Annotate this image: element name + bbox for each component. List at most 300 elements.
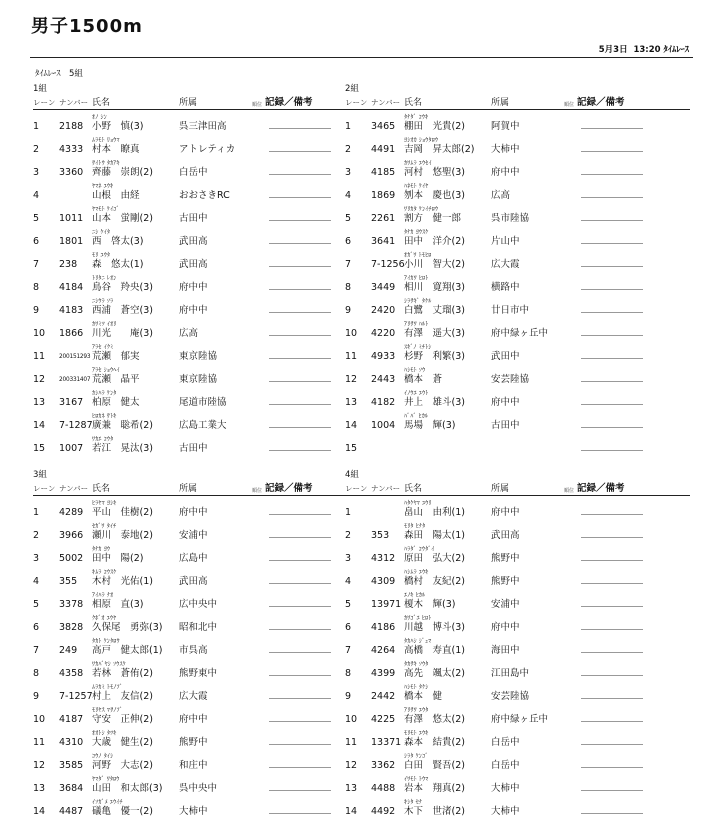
athlete-name: 川越 博斗(3) <box>404 622 465 633</box>
record-blank-line <box>581 503 643 515</box>
name-kana: ﾊﾈﾓﾄ ｹｲﾔ <box>404 183 429 190</box>
col-header-number: ナンバー <box>371 484 401 493</box>
record-blank-line <box>581 618 643 630</box>
team-name: 武田高 <box>179 576 208 587</box>
record-cell <box>265 615 345 634</box>
lane-number: 5 <box>33 599 40 610</box>
entry-row <box>33 156 345 179</box>
record-cell <box>577 592 690 611</box>
lane-number: 3 <box>345 553 352 564</box>
athlete-name: 有澤 悠太(2) <box>404 714 465 725</box>
team-name: 安芸陸協 <box>491 691 530 702</box>
bib-number: 5002 <box>59 553 84 564</box>
record-blank-line <box>581 710 643 722</box>
col-header-rank: 順位 <box>564 102 575 108</box>
record-blank-line <box>581 393 643 405</box>
name-kana: ﾋﾛｶﾈ ｻﾄｷ <box>92 413 117 420</box>
name-cell <box>92 298 179 317</box>
col-header-lane: レーン <box>33 98 56 107</box>
lane-number: 1 <box>345 121 352 132</box>
entry-row <box>345 225 690 248</box>
athlete-name: 森 悠太(1) <box>92 259 144 270</box>
team-name: 白岳中 <box>491 737 520 748</box>
col-header-rank: 順位 <box>564 488 575 494</box>
team-name: 熊野中 <box>491 576 520 587</box>
name-cell <box>92 206 179 225</box>
lane-number: 6 <box>345 622 352 633</box>
name-cell <box>92 546 179 565</box>
lane-number: 10 <box>33 714 46 725</box>
lane-number: 9 <box>345 691 352 702</box>
entry-row <box>345 133 690 156</box>
team-name: 武田中 <box>491 351 520 362</box>
entry-row <box>33 110 345 133</box>
athlete-name: 荒瀬 晶平 <box>92 374 140 385</box>
name-cell <box>404 413 491 432</box>
name-cell <box>404 776 491 795</box>
entry-row <box>33 542 345 565</box>
athlete-name: 高先 颯太(2) <box>404 668 465 679</box>
lane-number: 12 <box>345 374 358 385</box>
lane-number: 6 <box>33 236 40 247</box>
name-cell <box>92 799 179 818</box>
team-name: 武田高 <box>491 530 520 541</box>
lane-number: 8 <box>345 668 352 679</box>
record-blank-line <box>581 301 643 313</box>
group-label: 3組 <box>33 470 47 480</box>
bib-number: 3362 <box>371 760 396 771</box>
name-cell <box>92 684 179 703</box>
name-cell <box>404 523 491 542</box>
name-cell <box>92 229 179 248</box>
name-cell <box>92 137 179 156</box>
athlete-name: 白鷺 丈瑠(3) <box>404 305 465 316</box>
entry-row <box>345 542 690 565</box>
record-cell <box>577 569 690 588</box>
entry-row <box>345 519 690 542</box>
team-name: 府中中 <box>491 397 520 408</box>
record-blank-line <box>269 595 331 607</box>
lane-number: 5 <box>345 599 352 610</box>
name-kana: ｽｷﾞﾉ ﾐﾁﾄｼ <box>404 344 432 351</box>
record-blank-line <box>269 526 331 538</box>
name-cell <box>92 183 179 202</box>
col-header-rank: 順位 <box>252 488 263 494</box>
name-cell <box>92 413 179 432</box>
name-kana: ｾｶﾞﾜ ﾀｲﾁ <box>92 523 117 530</box>
record-blank-line <box>581 416 643 428</box>
entry-row <box>33 225 345 248</box>
bib-number: 13971 <box>371 599 402 610</box>
lane-number: 2 <box>33 530 40 541</box>
lane-number: 14 <box>345 420 358 431</box>
athlete-name: 有澤 遥大(3) <box>404 328 465 339</box>
record-cell <box>265 252 345 271</box>
team-name: 安浦中 <box>179 530 208 541</box>
name-cell <box>92 436 179 455</box>
entry-row <box>33 340 345 363</box>
name-cell <box>404 183 491 202</box>
name-cell <box>404 160 491 179</box>
record-cell <box>265 707 345 726</box>
record-blank-line <box>269 347 331 359</box>
entry-row <box>345 657 690 680</box>
record-cell <box>265 206 345 225</box>
col-header-lane: レーン <box>345 484 368 493</box>
athlete-name: 礒亀 優一(2) <box>92 806 153 817</box>
team-name: 府中中 <box>491 507 520 518</box>
entry-row <box>345 386 690 409</box>
name-cell <box>92 776 179 795</box>
lane-number: 8 <box>33 282 40 293</box>
name-cell <box>404 344 491 363</box>
name-kana: ﾔﾏﾓﾄ ｹｲｺﾞ <box>92 206 120 213</box>
bib-number: 355 <box>59 576 78 587</box>
team-name: 府中緑ヶ丘中 <box>491 714 549 725</box>
entry-row <box>33 202 345 225</box>
name-kana: ｱｲｶﾜ ﾋﾛﾄ <box>404 275 429 282</box>
athlete-name: 森田 陽太(1) <box>404 530 465 541</box>
team-name: 武田高 <box>179 259 208 270</box>
entry-row <box>345 317 690 340</box>
entry-row <box>33 432 345 455</box>
bib-number: 3966 <box>59 530 84 541</box>
name-cell <box>404 707 491 726</box>
record-cell <box>265 344 345 363</box>
bib-number: 4225 <box>371 714 396 725</box>
record-blank-line <box>581 802 643 814</box>
bib-number: 3465 <box>371 121 396 132</box>
name-cell <box>92 523 179 542</box>
record-cell <box>265 390 345 409</box>
name-cell <box>404 592 491 611</box>
record-cell <box>577 344 690 363</box>
lane-number: 8 <box>345 282 352 293</box>
team-name: 府中中 <box>179 305 208 316</box>
entry-row <box>345 634 690 657</box>
record-cell <box>577 206 690 225</box>
record-blank-line <box>581 733 643 745</box>
name-kana: ﾊﾞﾊﾞ ﾋｶﾙ <box>404 413 429 420</box>
lane-number: 13 <box>33 397 46 408</box>
athlete-name: 橋本 蒼 <box>404 374 443 385</box>
lane-number: 11 <box>345 737 358 748</box>
athlete-name: 鳥谷 羚央(3) <box>92 282 153 293</box>
athlete-name: 吉岡 昇太郎(2) <box>404 144 475 155</box>
bib-number: 4487 <box>59 806 84 817</box>
team-name: 武田高 <box>179 236 208 247</box>
group-header-row <box>33 95 345 110</box>
record-blank-line <box>269 549 331 561</box>
group-label: 1組 <box>33 84 47 94</box>
lane-number: 10 <box>345 328 358 339</box>
team-name: 江田島中 <box>491 668 530 679</box>
header-rule <box>30 57 693 58</box>
name-cell <box>92 390 179 409</box>
group-header-row <box>345 95 690 110</box>
col-header-lane: レーン <box>33 484 56 493</box>
name-kana: ｷｼﾀ ｾﾅ <box>404 799 423 806</box>
bib-number: 1801 <box>59 236 84 247</box>
athlete-name: 西浦 蒼空(3) <box>92 305 153 316</box>
name-kana: ﾊﾀｹﾔﾏ ﾕｳﾘ <box>404 500 432 507</box>
team-name: 白岳中 <box>179 167 208 178</box>
athlete-name: 小川 智大(2) <box>404 259 465 270</box>
record-blank-line <box>269 232 331 244</box>
team-name: 大柿中 <box>491 806 520 817</box>
bib-number: 200331407 <box>59 377 91 383</box>
team-name: 府中中 <box>179 282 208 293</box>
record-blank-line <box>581 779 643 791</box>
athlete-name: 小野 慎(3) <box>92 121 144 132</box>
athlete-name: 棚田 光貴(2) <box>404 121 465 132</box>
team-name: 東京陸協 <box>179 374 218 385</box>
record-blank-line <box>269 756 331 768</box>
record-blank-line <box>269 802 331 814</box>
entry-row <box>345 772 690 795</box>
name-kana: ｵｵﾄｼ ﾀﾂｷ <box>92 730 117 737</box>
record-cell <box>577 413 690 432</box>
lane-number: 12 <box>33 760 46 771</box>
col-header-lane: レーン <box>345 98 368 107</box>
record-blank-line <box>581 664 643 676</box>
lane-number: 4 <box>33 576 40 587</box>
team-name: 広中央中 <box>179 599 218 610</box>
athlete-name: 相原 直(3) <box>92 599 144 610</box>
athlete-name: 畠山 由利(1) <box>404 507 465 518</box>
bib-number: 238 <box>59 259 78 270</box>
record-cell <box>265 799 345 818</box>
group-block <box>33 470 345 818</box>
record-blank-line <box>269 117 331 129</box>
bib-number: 4399 <box>371 668 396 679</box>
lane-number: 1 <box>33 507 40 518</box>
record-cell <box>577 183 690 202</box>
name-kana: ｼﾗﾀ ｹﾝｺﾞ <box>404 753 429 760</box>
race-datetime: 5月3日 13:20 ﾀｲﾑﾚｰｽ <box>598 45 689 55</box>
record-blank-line <box>269 324 331 336</box>
entry-row <box>33 294 345 317</box>
entry-row <box>345 432 690 455</box>
name-cell <box>404 799 491 818</box>
team-name: 広大霞 <box>179 691 208 702</box>
bib-number: 4220 <box>371 328 396 339</box>
bib-number: 3449 <box>371 282 396 293</box>
entry-row <box>33 565 345 588</box>
name-cell <box>92 753 179 772</box>
col-header-record: 記録／備考 <box>265 97 313 108</box>
entry-row <box>33 657 345 680</box>
record-cell <box>265 298 345 317</box>
record-blank-line <box>269 439 331 451</box>
name-kana: ﾊﾗﾀﾞ ｺｳﾀﾞｲ <box>404 546 435 553</box>
name-kana: ｱﾗｾ ｼｮｳﾍｲ <box>92 367 120 374</box>
entry-row <box>345 340 690 363</box>
record-cell <box>577 229 690 248</box>
entry-row <box>33 749 345 772</box>
col-header-name: 氏名 <box>92 98 111 108</box>
bib-number: 4358 <box>59 668 84 679</box>
name-cell <box>404 367 491 386</box>
lane-number: 3 <box>33 167 40 178</box>
record-blank-line <box>581 370 643 382</box>
name-kana: ｱﾘｻﾜ ﾊﾙﾄ <box>404 321 429 328</box>
entry-row <box>345 409 690 432</box>
record-cell <box>577 500 690 519</box>
record-blank-line <box>269 503 331 515</box>
team-name: 阿賀中 <box>491 121 520 132</box>
lane-number: 7 <box>345 645 352 656</box>
athlete-name: 白田 賢吾(2) <box>404 760 465 771</box>
athlete-name: 河野 大志(2) <box>92 760 153 771</box>
col-header-name: 氏名 <box>404 98 423 108</box>
athlete-name: 久保尾 勇弥(3) <box>92 622 163 633</box>
page-title: 男子1500m <box>31 16 143 37</box>
athlete-name: 刎本 慶也(3) <box>404 190 465 201</box>
entry-row <box>33 772 345 795</box>
team-name: 府中中 <box>179 507 208 518</box>
name-cell <box>92 638 179 657</box>
name-kana: ｱﾘｻﾜ ﾕｳﾀ <box>404 707 429 714</box>
col-header-record: 記録／備考 <box>577 483 625 494</box>
name-kana: ﾀﾅｶ ﾖｳ <box>92 546 111 553</box>
name-kana: ｱｲﾊﾗ ﾅｵ <box>92 592 114 599</box>
bib-number: 3167 <box>59 397 84 408</box>
record-cell <box>265 684 345 703</box>
team-name: 府中中 <box>179 714 208 725</box>
lane-number: 6 <box>33 622 40 633</box>
lane-number: 11 <box>345 351 358 362</box>
name-kana: ﾔﾏﾈ ﾕｳｷ <box>92 183 114 190</box>
lane-number: 15 <box>345 443 358 454</box>
athlete-name: 相川 寛翔(3) <box>404 282 465 293</box>
record-blank-line <box>269 733 331 745</box>
team-name: アトレティカ <box>179 144 236 155</box>
record-blank-line <box>269 301 331 313</box>
bib-number: 4289 <box>59 507 84 518</box>
team-name: 片山中 <box>491 236 520 247</box>
name-kana: ﾆｼ ｹｲﾀ <box>92 229 111 236</box>
name-cell <box>92 592 179 611</box>
lane-number: 9 <box>33 305 40 316</box>
record-cell <box>265 367 345 386</box>
athlete-name: 山田 和太郎(3) <box>92 783 163 794</box>
col-header-team: 所属 <box>491 98 510 108</box>
name-kana: ｲﾉｳｴ ﾕｳﾄ <box>404 390 429 397</box>
name-kana: ｶﾜﾐﾂ ｲｵﾘ <box>92 321 117 328</box>
team-name: 古田中 <box>179 213 208 224</box>
entry-row <box>33 726 345 749</box>
bib-number: 4182 <box>371 397 396 408</box>
record-blank-line <box>269 186 331 198</box>
record-blank-line <box>581 641 643 653</box>
record-blank-line <box>269 163 331 175</box>
group-block <box>345 84 690 455</box>
bib-number: 4310 <box>59 737 84 748</box>
team-name: 昭和北中 <box>179 622 218 633</box>
group-label: 4組 <box>345 470 359 480</box>
name-cell <box>404 615 491 634</box>
name-cell <box>404 546 491 565</box>
record-cell <box>577 367 690 386</box>
record-cell <box>577 114 690 133</box>
entry-row <box>345 202 690 225</box>
group-header-row <box>345 481 690 496</box>
team-name: 呉三津田高 <box>179 121 227 132</box>
name-cell <box>92 707 179 726</box>
name-kana: ｵﾉ ｼﾝ <box>92 114 107 121</box>
record-cell <box>577 436 690 455</box>
name-cell <box>92 730 179 749</box>
entry-row <box>33 611 345 634</box>
bib-number: 7-1256 <box>371 259 405 270</box>
record-cell <box>577 615 690 634</box>
groups-grid <box>33 84 690 818</box>
entry-row <box>345 271 690 294</box>
record-cell <box>577 252 690 271</box>
athlete-name: 岩本 翔真(2) <box>404 783 465 794</box>
col-header-team: 所属 <box>179 98 198 108</box>
lane-number: 11 <box>33 351 46 362</box>
team-name: 安浦中 <box>491 599 520 610</box>
team-name: 呉市陸協 <box>491 213 530 224</box>
athlete-name: 高橋 寿直(1) <box>404 645 465 656</box>
name-cell <box>92 500 179 519</box>
record-blank-line <box>581 117 643 129</box>
record-blank-line <box>269 572 331 584</box>
team-name: 和庄中 <box>179 760 208 771</box>
bib-number: 4184 <box>59 282 84 293</box>
name-cell <box>404 638 491 657</box>
col-header-number: ナンバー <box>371 98 401 107</box>
bib-number: 1011 <box>59 213 84 224</box>
lane-number: 1 <box>33 121 40 132</box>
lane-number: 14 <box>33 420 46 431</box>
bib-number: 200151293 <box>59 354 91 360</box>
bib-number: 3585 <box>59 760 84 771</box>
record-cell <box>577 776 690 795</box>
athlete-name: 木村 光佑(1) <box>92 576 153 587</box>
entry-row <box>33 248 345 271</box>
record-blank-line <box>269 393 331 405</box>
entry-row <box>33 386 345 409</box>
bib-number: 4333 <box>59 144 84 155</box>
record-cell <box>577 799 690 818</box>
team-name: 府中中 <box>491 167 520 178</box>
name-kana: ﾄﾘﾀﾆ ﾚｵﾝ <box>92 275 117 282</box>
lane-number: 14 <box>33 806 46 817</box>
record-cell <box>265 523 345 542</box>
lane-number: 5 <box>345 213 352 224</box>
col-header-team: 所属 <box>179 484 198 494</box>
team-name: 広高 <box>491 190 511 201</box>
record-blank-line <box>269 209 331 221</box>
record-cell <box>577 160 690 179</box>
record-blank-line <box>581 595 643 607</box>
record-blank-line <box>581 526 643 538</box>
entry-row <box>33 496 345 519</box>
team-name: 熊野中 <box>491 553 520 564</box>
lane-number: 9 <box>345 305 352 316</box>
bib-number: 3828 <box>59 622 84 633</box>
name-kana: ﾓﾘ ﾕｳﾀ <box>92 252 111 259</box>
col-header-record: 記録／備考 <box>265 483 313 494</box>
name-kana: ﾋﾗﾔﾏ ﾖｼｷ <box>92 500 117 507</box>
entry-row <box>33 588 345 611</box>
lane-number: 4 <box>33 190 40 201</box>
athlete-name: 齊藤 崇朗(2) <box>92 167 153 178</box>
race-note: ﾀｲﾑﾚｰｽ 5組 <box>35 69 83 79</box>
